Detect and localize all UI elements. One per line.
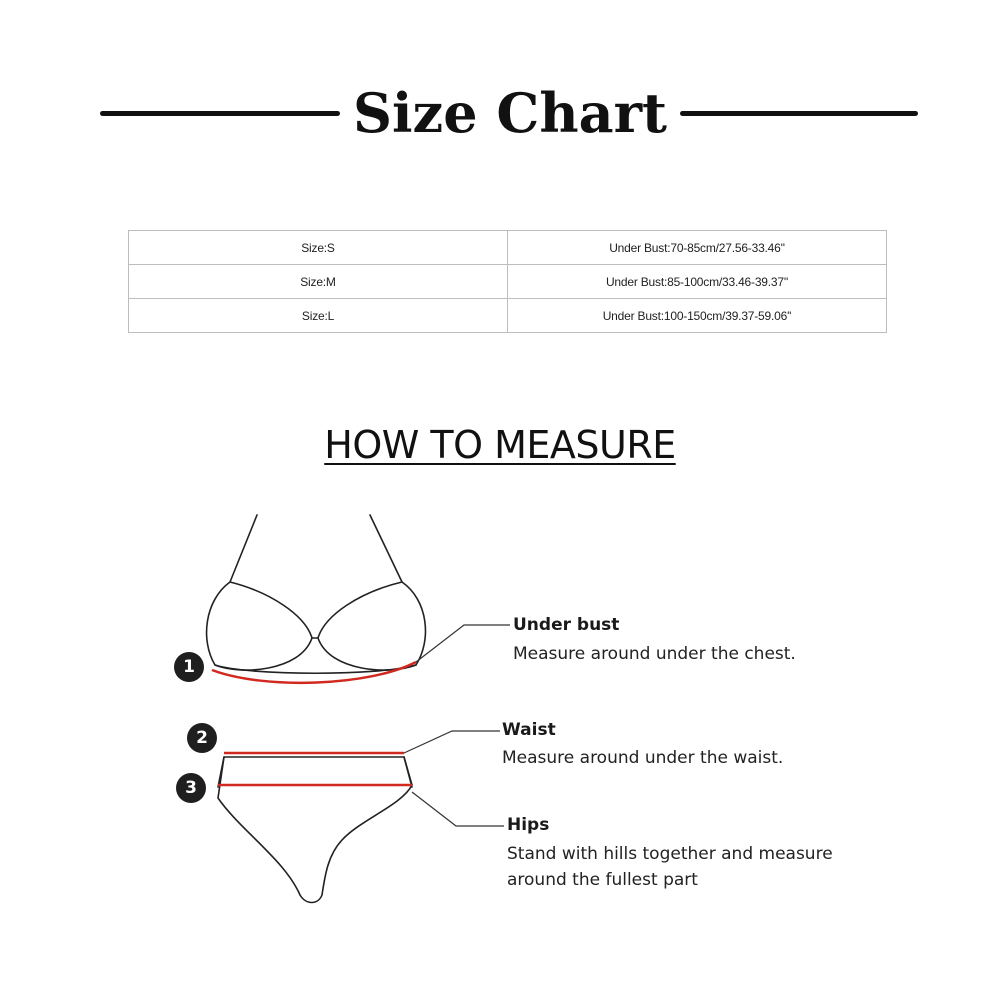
page-title: Size Chart xyxy=(353,81,667,145)
waist-description xyxy=(502,745,783,771)
description-line: Measure around under the waist. xyxy=(502,748,784,768)
step-3-badge: 3 xyxy=(176,773,206,803)
size-cell: Size:S xyxy=(129,231,508,265)
waist-title: Waist xyxy=(502,720,556,740)
how-to-measure-heading: HOW TO MEASURE xyxy=(324,423,676,467)
measurement-cell: Under Bust:100-150cm/39.37-59.06'' xyxy=(508,299,887,333)
description-line: Stand with hills together and measure xyxy=(507,844,833,864)
under-bust-leader xyxy=(416,625,510,662)
hips-leader xyxy=(412,792,504,826)
under-bust-line xyxy=(212,662,416,683)
measurement-cell: Under Bust:70-85cm/27.56-33.46'' xyxy=(508,231,887,265)
step-1-badge: 1 xyxy=(174,652,204,682)
size-cell: Size:M xyxy=(129,265,508,299)
description-line: Measure around under the chest. xyxy=(513,644,796,664)
bikini-bottom-illustration xyxy=(218,757,412,903)
step-2-badge: 2 xyxy=(187,723,217,753)
under-bust-title: Under bust xyxy=(513,615,620,635)
measurement-cell: Under Bust:85-100cm/33.46-39.37'' xyxy=(508,265,887,299)
hips-description xyxy=(507,841,833,893)
under-bust-description xyxy=(513,641,796,667)
size-cell: Size:L xyxy=(129,299,508,333)
description-line: around the fullest part xyxy=(507,870,698,890)
waist-leader xyxy=(404,731,500,753)
hips-title: Hips xyxy=(507,815,550,835)
bra-top-illustration xyxy=(207,515,426,673)
